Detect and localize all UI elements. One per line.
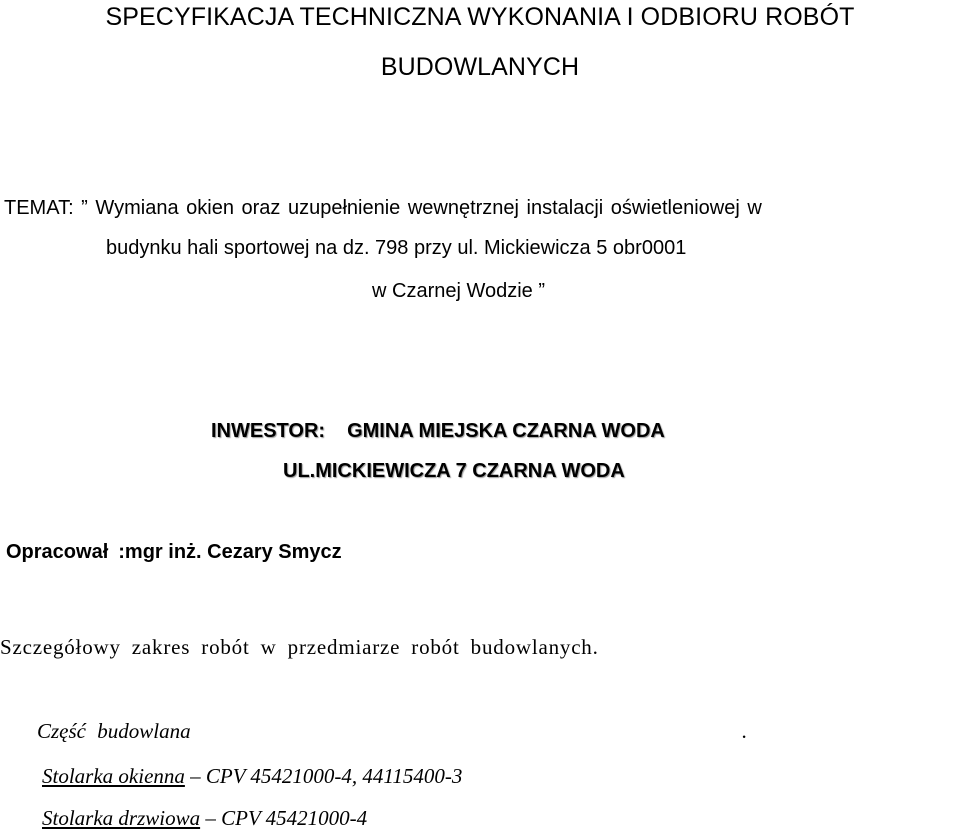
item-code: – CPV 45421000-4 [200, 806, 368, 830]
topic-line-3: w Czarnej Wodzie ” [372, 280, 546, 302]
section-trailing-dot: . [742, 719, 748, 743]
author-line [6, 541, 342, 564]
scope-note: Szczegółowy zakres robót w przedmiarze robót budowlanych. [0, 635, 599, 659]
investor-name: GMINA MIEJSKA CZARNA WODA [347, 420, 665, 442]
topic-line-2: budynku hali sportowej na dz. 798 przy ul. Mickiewicza 5 obr0001 [106, 237, 687, 259]
section-title: Część budowlana [37, 719, 191, 743]
topic-line-1: TEMAT: ” Wymiana okien oraz uzupełnienie wewnętrznej instalacji oświetleniowej w [4, 197, 762, 219]
item-name: Stolarka drzwiowa [42, 806, 201, 830]
list-item [42, 806, 367, 831]
document-title-line-1: SPECYFIKACJA TECHNICZNA WYKONANIA I ODBIORU ROBÓT [105, 3, 855, 31]
author-label: Opracował [6, 541, 109, 563]
investor-address: UL.MICKIEWICZA 7 CZARNA WODA [283, 460, 625, 482]
item-name: Stolarka okienna [42, 764, 185, 788]
author-name: :mgr inż. Cezary Smycz [118, 541, 342, 563]
item-code: – CPV 45421000-4, 44115400-3 [184, 764, 463, 788]
list-item [42, 764, 462, 789]
document-title-line-2: BUDOWLANYCH [380, 53, 580, 81]
investor-label: INWESTOR: [211, 420, 326, 442]
investor-line [211, 420, 665, 443]
